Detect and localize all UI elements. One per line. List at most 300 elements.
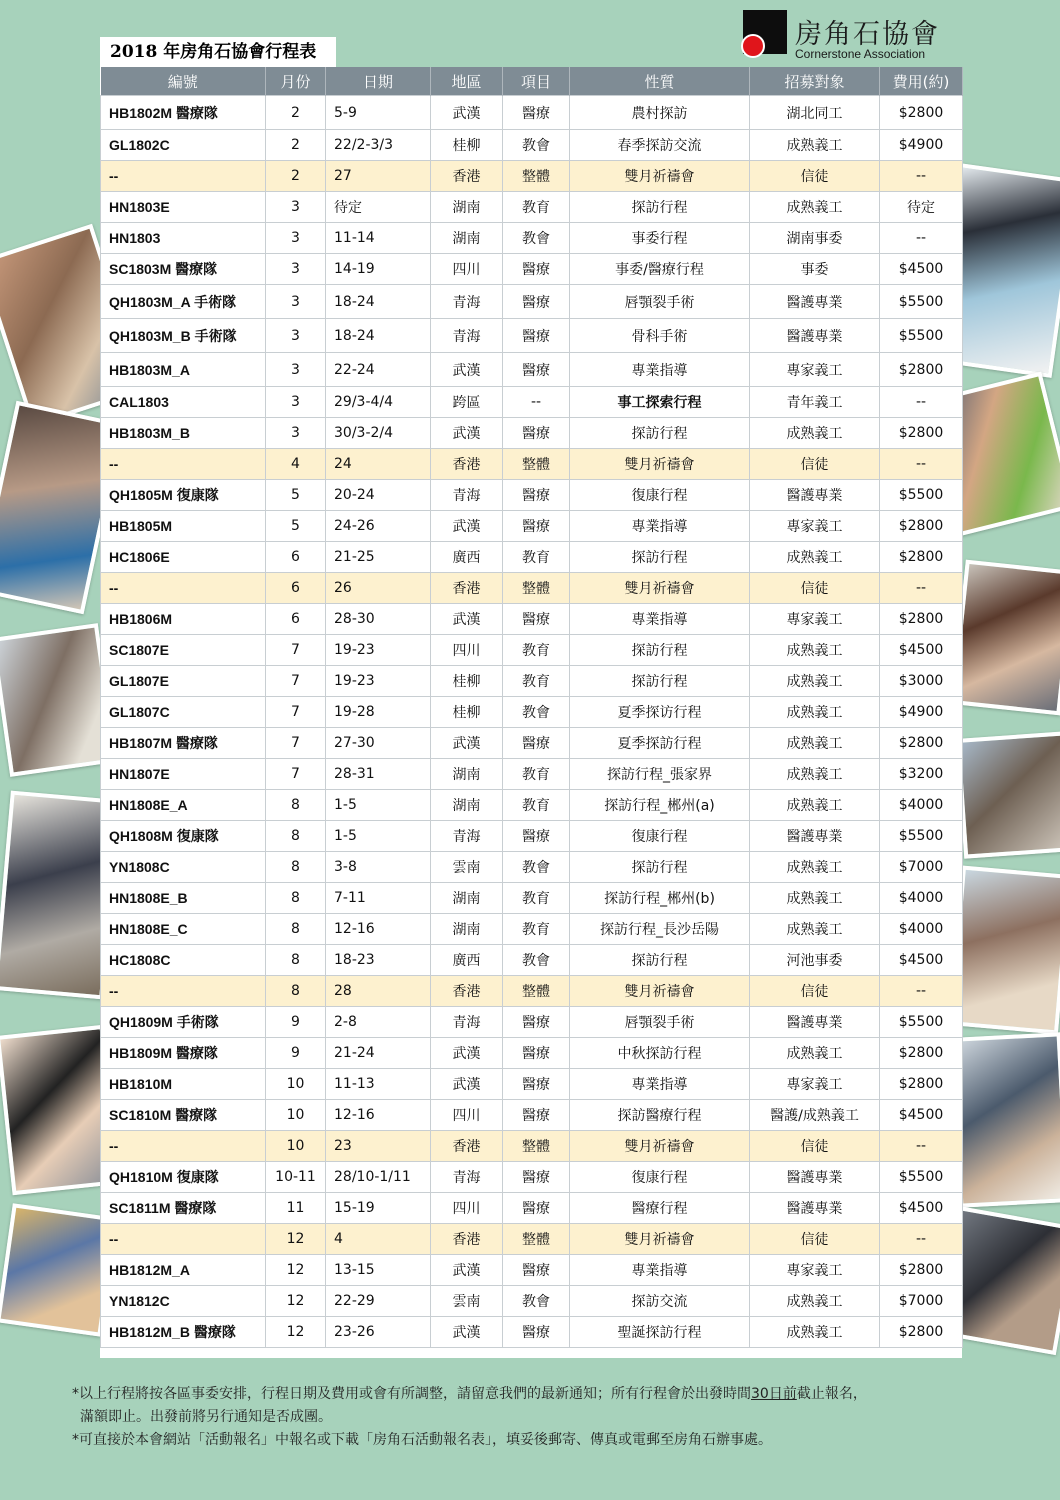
cell-fee: $7000: [880, 852, 963, 883]
cell-region: 桂柳: [431, 130, 503, 161]
cell-region: 香港: [431, 161, 503, 192]
cell-nature: 雙月祈禱會: [570, 976, 750, 1007]
cell-region: 武漢: [431, 511, 503, 542]
table-row: [101, 96, 963, 130]
cell-target: 成熟義工: [750, 418, 880, 449]
cell-target: 成熟義工: [750, 1286, 880, 1317]
cell-date: 27-30: [326, 728, 431, 759]
cell-fee: --: [880, 449, 963, 480]
cell-fee: $2800: [880, 542, 963, 573]
cell-code: HB1807M 醫療隊: [101, 728, 266, 759]
cell-month: 3: [266, 254, 326, 285]
header-item: 項目: [503, 67, 570, 96]
cell-code: HB1812M_B 醫療隊: [101, 1317, 266, 1348]
footnotes: [72, 1383, 1032, 1452]
cell-month: 7: [266, 697, 326, 728]
cell-target: 成熟義工: [750, 1317, 880, 1348]
table-row: [101, 1255, 963, 1286]
cell-month: 8: [266, 790, 326, 821]
cell-month: 10: [266, 1069, 326, 1100]
cell-fee: $4500: [880, 1193, 963, 1224]
cell-nature: 事委/醫療行程: [570, 254, 750, 285]
cell-code: QH1809M 手術隊: [101, 1007, 266, 1038]
cell-nature: 夏季探访行程: [570, 697, 750, 728]
cell-month: 5: [266, 480, 326, 511]
cell-region: 武漢: [431, 728, 503, 759]
cell-code: --: [101, 1131, 266, 1162]
cell-region: 香港: [431, 1224, 503, 1255]
table-row: [101, 130, 963, 161]
cell-fee: $4000: [880, 883, 963, 914]
cell-month: 12: [266, 1317, 326, 1348]
cell-target: 成熟義工: [750, 697, 880, 728]
cell-date: 28/10-1/11: [326, 1162, 431, 1193]
table-row: [101, 1038, 963, 1069]
table-row: [101, 1193, 963, 1224]
cell-fee: $4500: [880, 254, 963, 285]
cell-date: 22/2-3/3: [326, 130, 431, 161]
cell-nature: 唇顎裂手術: [570, 1007, 750, 1038]
cell-date: 18-24: [326, 285, 431, 319]
cell-target: 信徒: [750, 1131, 880, 1162]
cell-fee: $7000: [880, 1286, 963, 1317]
cell-date: 24-26: [326, 511, 431, 542]
cell-target: 成熟義工: [750, 883, 880, 914]
cell-region: 四川: [431, 635, 503, 666]
cell-item: 教會: [503, 1286, 570, 1317]
cell-month: 7: [266, 666, 326, 697]
cell-item: 醫療: [503, 1193, 570, 1224]
cell-date: 22-24: [326, 353, 431, 387]
cell-target: 湖南事委: [750, 223, 880, 254]
cell-date: 15-19: [326, 1193, 431, 1224]
cell-date: 13-15: [326, 1255, 431, 1286]
cell-target: 信徒: [750, 161, 880, 192]
header-date: 日期: [326, 67, 431, 96]
table-row: [101, 192, 963, 223]
cell-nature: 復康行程: [570, 1162, 750, 1193]
cell-code: --: [101, 1224, 266, 1255]
cell-fee: --: [880, 976, 963, 1007]
cell-fee: --: [880, 223, 963, 254]
cell-target: 醫護/成熟義工: [750, 1100, 880, 1131]
cell-code: GL1807E: [101, 666, 266, 697]
table-row: [101, 480, 963, 511]
cell-month: 8: [266, 852, 326, 883]
cell-fee: $4500: [880, 1100, 963, 1131]
cell-nature: 探訪醫療行程: [570, 1100, 750, 1131]
cell-target: 成熟義工: [750, 192, 880, 223]
cell-date: 3-8: [326, 852, 431, 883]
header-fee: 費用(約): [880, 67, 963, 96]
cell-code: HB1805M: [101, 511, 266, 542]
cell-fee: $4000: [880, 790, 963, 821]
logo-dot-icon: [741, 34, 765, 58]
cell-month: 8: [266, 945, 326, 976]
cell-region: 武漢: [431, 353, 503, 387]
cell-region: 湖南: [431, 883, 503, 914]
cell-code: CAL1803: [101, 387, 266, 418]
table-row: [101, 945, 963, 976]
cell-item: 整體: [503, 449, 570, 480]
cell-month: 2: [266, 161, 326, 192]
cell-code: SC1803M 醫療隊: [101, 254, 266, 285]
cell-code: YN1808C: [101, 852, 266, 883]
cell-region: 雲南: [431, 852, 503, 883]
cell-month: 8: [266, 976, 326, 1007]
cell-item: 教育: [503, 542, 570, 573]
cell-item: 醫療: [503, 319, 570, 353]
cell-target: 事委: [750, 254, 880, 285]
table-row: [101, 976, 963, 1007]
table-row: [101, 666, 963, 697]
cell-fee: $2800: [880, 604, 963, 635]
photo-right-5: [948, 866, 1060, 1035]
cell-region: 武漢: [431, 604, 503, 635]
cell-nature: 春季探訪交流: [570, 130, 750, 161]
cell-month: 12: [266, 1286, 326, 1317]
cell-nature: 探訪行程_郴州(a): [570, 790, 750, 821]
cell-region: 廣西: [431, 542, 503, 573]
cell-month: 10-11: [266, 1162, 326, 1193]
cell-month: 9: [266, 1038, 326, 1069]
cell-fee: $4900: [880, 130, 963, 161]
cell-nature: 探訪行程: [570, 418, 750, 449]
cell-fee: $5500: [880, 319, 963, 353]
table-row: [101, 852, 963, 883]
cell-fee: $5500: [880, 285, 963, 319]
cell-code: HC1808C: [101, 945, 266, 976]
cell-item: 教會: [503, 697, 570, 728]
cell-region: 桂柳: [431, 666, 503, 697]
cell-code: HB1810M: [101, 1069, 266, 1100]
cell-fee: $4500: [880, 635, 963, 666]
table-row: [101, 223, 963, 254]
photo-right-3: [951, 560, 1060, 716]
cell-date: 20-24: [326, 480, 431, 511]
cell-fee: $5500: [880, 480, 963, 511]
header-target: 招募對象: [750, 67, 880, 96]
cell-nature: 復康行程: [570, 821, 750, 852]
cell-region: 湖南: [431, 223, 503, 254]
cell-target: 專家義工: [750, 604, 880, 635]
table-row: [101, 604, 963, 635]
cell-code: QH1803M_A 手術隊: [101, 285, 266, 319]
cell-target: 成熟義工: [750, 914, 880, 945]
table-row: [101, 511, 963, 542]
cell-code: HB1803M_B: [101, 418, 266, 449]
cell-fee: $5500: [880, 1007, 963, 1038]
cell-date: 1-5: [326, 821, 431, 852]
cell-item: 教會: [503, 852, 570, 883]
table-row: [101, 697, 963, 728]
cell-code: HB1806M: [101, 604, 266, 635]
cell-date: 11-13: [326, 1069, 431, 1100]
cell-item: 教育: [503, 666, 570, 697]
cell-region: 武漢: [431, 1069, 503, 1100]
cell-date: 27: [326, 161, 431, 192]
cell-region: 武漢: [431, 1317, 503, 1348]
photo-right-4: [956, 731, 1060, 858]
cell-month: 8: [266, 914, 326, 945]
table-row: [101, 728, 963, 759]
cell-fee: $2800: [880, 1038, 963, 1069]
cell-code: SC1807E: [101, 635, 266, 666]
cell-fee: $2800: [880, 96, 963, 130]
cell-nature: 復康行程: [570, 480, 750, 511]
cell-item: 教會: [503, 130, 570, 161]
cell-month: 2: [266, 96, 326, 130]
header-nature: 性質: [570, 67, 750, 96]
cell-nature: 雙月祈禱會: [570, 573, 750, 604]
footnote-2: *可直接於本會網站「活動報名」中報名或下載「房角石活動報名表」，填妥後郵寄、傳真或電郵至房角石辦事處。: [72, 1432, 772, 1448]
cell-nature: 探訪行程: [570, 666, 750, 697]
cell-nature: 探訪行程_郴州(b): [570, 883, 750, 914]
cell-item: 整體: [503, 976, 570, 1007]
cell-fee: $2800: [880, 511, 963, 542]
cell-date: 14-19: [326, 254, 431, 285]
cell-region: 武漢: [431, 1255, 503, 1286]
cell-nature: 中秋探訪行程: [570, 1038, 750, 1069]
cell-nature: 夏季探訪行程: [570, 728, 750, 759]
cell-month: 10: [266, 1131, 326, 1162]
cell-code: HB1803M_A: [101, 353, 266, 387]
cell-month: 6: [266, 604, 326, 635]
cell-code: --: [101, 976, 266, 1007]
header-code: 編號: [101, 67, 266, 96]
cell-item: 教會: [503, 223, 570, 254]
table-row: [101, 387, 963, 418]
cell-target: 湖北同工: [750, 96, 880, 130]
cell-item: 教育: [503, 914, 570, 945]
cell-nature: 聖誕探訪行程: [570, 1317, 750, 1348]
cell-item: 醫療: [503, 511, 570, 542]
cell-target: 醫護專業: [750, 480, 880, 511]
cell-target: 信徒: [750, 573, 880, 604]
cell-item: 整體: [503, 1224, 570, 1255]
cell-target: 專家義工: [750, 511, 880, 542]
cell-region: 湖南: [431, 790, 503, 821]
cell-target: 成熟義工: [750, 666, 880, 697]
cell-date: 28-31: [326, 759, 431, 790]
cell-nature: 事委行程: [570, 223, 750, 254]
cell-item: 教育: [503, 635, 570, 666]
cell-nature: 雙月祈禱會: [570, 449, 750, 480]
cell-fee: $2800: [880, 418, 963, 449]
cell-date: 28: [326, 976, 431, 1007]
cell-region: 香港: [431, 449, 503, 480]
cell-date: 待定: [326, 192, 431, 223]
cell-target: 成熟義工: [750, 130, 880, 161]
cell-item: 醫療: [503, 418, 570, 449]
cell-date: 26: [326, 573, 431, 604]
header-region: 地區: [431, 67, 503, 96]
cell-region: 廣西: [431, 945, 503, 976]
cell-target: 醫護專業: [750, 285, 880, 319]
cell-region: 跨區: [431, 387, 503, 418]
cell-nature: 專業指導: [570, 353, 750, 387]
cell-region: 香港: [431, 976, 503, 1007]
cell-fee: $4000: [880, 914, 963, 945]
schedule-table: [100, 67, 963, 1348]
cell-region: 香港: [431, 1131, 503, 1162]
cell-item: 醫療: [503, 353, 570, 387]
cell-region: 武漢: [431, 1038, 503, 1069]
cell-date: 19-23: [326, 666, 431, 697]
cell-month: 8: [266, 883, 326, 914]
table-row: [101, 790, 963, 821]
cell-target: 信徒: [750, 449, 880, 480]
cell-nature: 專業指導: [570, 604, 750, 635]
cell-fee: $2800: [880, 728, 963, 759]
table-row: [101, 1100, 963, 1131]
schedule-table-container: [100, 67, 962, 1358]
cell-month: 2: [266, 130, 326, 161]
cell-fee: --: [880, 573, 963, 604]
cell-target: 醫護專業: [750, 1007, 880, 1038]
cell-code: HC1806E: [101, 542, 266, 573]
table-row: [101, 353, 963, 387]
cell-region: 湖南: [431, 192, 503, 223]
cell-region: 四川: [431, 1193, 503, 1224]
cell-region: 湖南: [431, 914, 503, 945]
cell-item: 教育: [503, 790, 570, 821]
cell-region: 香港: [431, 573, 503, 604]
cell-date: 1-5: [326, 790, 431, 821]
cell-month: 6: [266, 573, 326, 604]
cell-month: 12: [266, 1224, 326, 1255]
table-row: [101, 1286, 963, 1317]
cell-item: 醫療: [503, 96, 570, 130]
cell-month: 4: [266, 449, 326, 480]
cell-date: 23: [326, 1131, 431, 1162]
cell-item: 醫療: [503, 254, 570, 285]
cell-date: 5-9: [326, 96, 431, 130]
cell-nature: 雙月祈禱會: [570, 1131, 750, 1162]
cell-nature: 醫療行程: [570, 1193, 750, 1224]
table-row: [101, 1317, 963, 1348]
cell-item: 醫療: [503, 480, 570, 511]
table-row: [101, 161, 963, 192]
cell-month: 10: [266, 1100, 326, 1131]
page-title: 2018 年房角石協會行程表: [100, 37, 336, 67]
cell-fee: $3000: [880, 666, 963, 697]
cell-code: YN1812C: [101, 1286, 266, 1317]
cell-fee: --: [880, 1131, 963, 1162]
cell-target: 醫護專業: [750, 821, 880, 852]
cell-month: 8: [266, 821, 326, 852]
table-row: [101, 883, 963, 914]
cell-month: 5: [266, 511, 326, 542]
table-row: [101, 1007, 963, 1038]
cell-code: SC1811M 醫療隊: [101, 1193, 266, 1224]
cell-fee: $5500: [880, 821, 963, 852]
footnote-1-cont: 滿額即止。出發前將另行通知是否成團。: [80, 1409, 332, 1425]
cell-nature: 農村探訪: [570, 96, 750, 130]
cell-nature: 探訪行程_張家界: [570, 759, 750, 790]
cell-nature: 探訪行程: [570, 852, 750, 883]
cell-target: 信徒: [750, 976, 880, 1007]
cell-date: 18-23: [326, 945, 431, 976]
cell-region: 武漢: [431, 418, 503, 449]
cell-target: 河池事委: [750, 945, 880, 976]
cell-fee: 待定: [880, 192, 963, 223]
cell-month: 11: [266, 1193, 326, 1224]
cell-target: 專家義工: [750, 1255, 880, 1286]
cell-code: QH1803M_B 手術隊: [101, 319, 266, 353]
logo-name-zh: 房角石協會: [795, 19, 940, 50]
cell-item: 整體: [503, 1131, 570, 1162]
cell-target: 醫護專業: [750, 1193, 880, 1224]
cell-fee: --: [880, 161, 963, 192]
cell-item: 教會: [503, 945, 570, 976]
cell-target: 成熟義工: [750, 728, 880, 759]
cell-date: 2-8: [326, 1007, 431, 1038]
cell-code: --: [101, 573, 266, 604]
cell-nature: 雙月祈禱會: [570, 1224, 750, 1255]
cell-fee: $4900: [880, 697, 963, 728]
cell-region: 武漢: [431, 96, 503, 130]
cell-item: 醫療: [503, 604, 570, 635]
cell-nature: 探訪行程: [570, 945, 750, 976]
cell-month: 7: [266, 635, 326, 666]
cell-code: QH1810M 復康隊: [101, 1162, 266, 1193]
cell-region: 青海: [431, 285, 503, 319]
cell-date: 23-26: [326, 1317, 431, 1348]
cell-target: 信徒: [750, 1224, 880, 1255]
cell-target: 成熟義工: [750, 1038, 880, 1069]
table-row: [101, 1131, 963, 1162]
cell-nature: 雙月祈禱會: [570, 161, 750, 192]
cell-code: GL1807C: [101, 697, 266, 728]
cell-item: 教育: [503, 883, 570, 914]
header-month: 月份: [266, 67, 326, 96]
cell-month: 3: [266, 387, 326, 418]
cell-code: --: [101, 449, 266, 480]
cell-date: 11-14: [326, 223, 431, 254]
cell-item: 醫療: [503, 1255, 570, 1286]
table-row: [101, 573, 963, 604]
table-row: [101, 418, 963, 449]
cell-nature: 唇顎裂手術: [570, 285, 750, 319]
cell-fee: --: [880, 1224, 963, 1255]
cell-item: 醫療: [503, 1100, 570, 1131]
cell-item: 整體: [503, 161, 570, 192]
cell-code: QH1805M 復康隊: [101, 480, 266, 511]
cell-item: 醫療: [503, 1317, 570, 1348]
cell-region: 青海: [431, 480, 503, 511]
cell-code: HN1808E_A: [101, 790, 266, 821]
table-row: [101, 914, 963, 945]
cell-item: 醫療: [503, 1038, 570, 1069]
cell-month: 3: [266, 223, 326, 254]
cell-fee: $2800: [880, 1069, 963, 1100]
cell-target: 成熟義工: [750, 635, 880, 666]
cell-item: 醫療: [503, 1162, 570, 1193]
cell-code: QH1808M 復康隊: [101, 821, 266, 852]
cell-date: 22-29: [326, 1286, 431, 1317]
table-row: [101, 542, 963, 573]
cornerstone-logo: [743, 10, 953, 62]
cell-month: 6: [266, 542, 326, 573]
cell-fee: $2800: [880, 353, 963, 387]
cell-target: 專家義工: [750, 353, 880, 387]
cell-item: 整體: [503, 573, 570, 604]
cell-month: 3: [266, 353, 326, 387]
cell-month: 3: [266, 192, 326, 223]
cell-item: --: [503, 387, 570, 418]
cell-code: HN1803: [101, 223, 266, 254]
